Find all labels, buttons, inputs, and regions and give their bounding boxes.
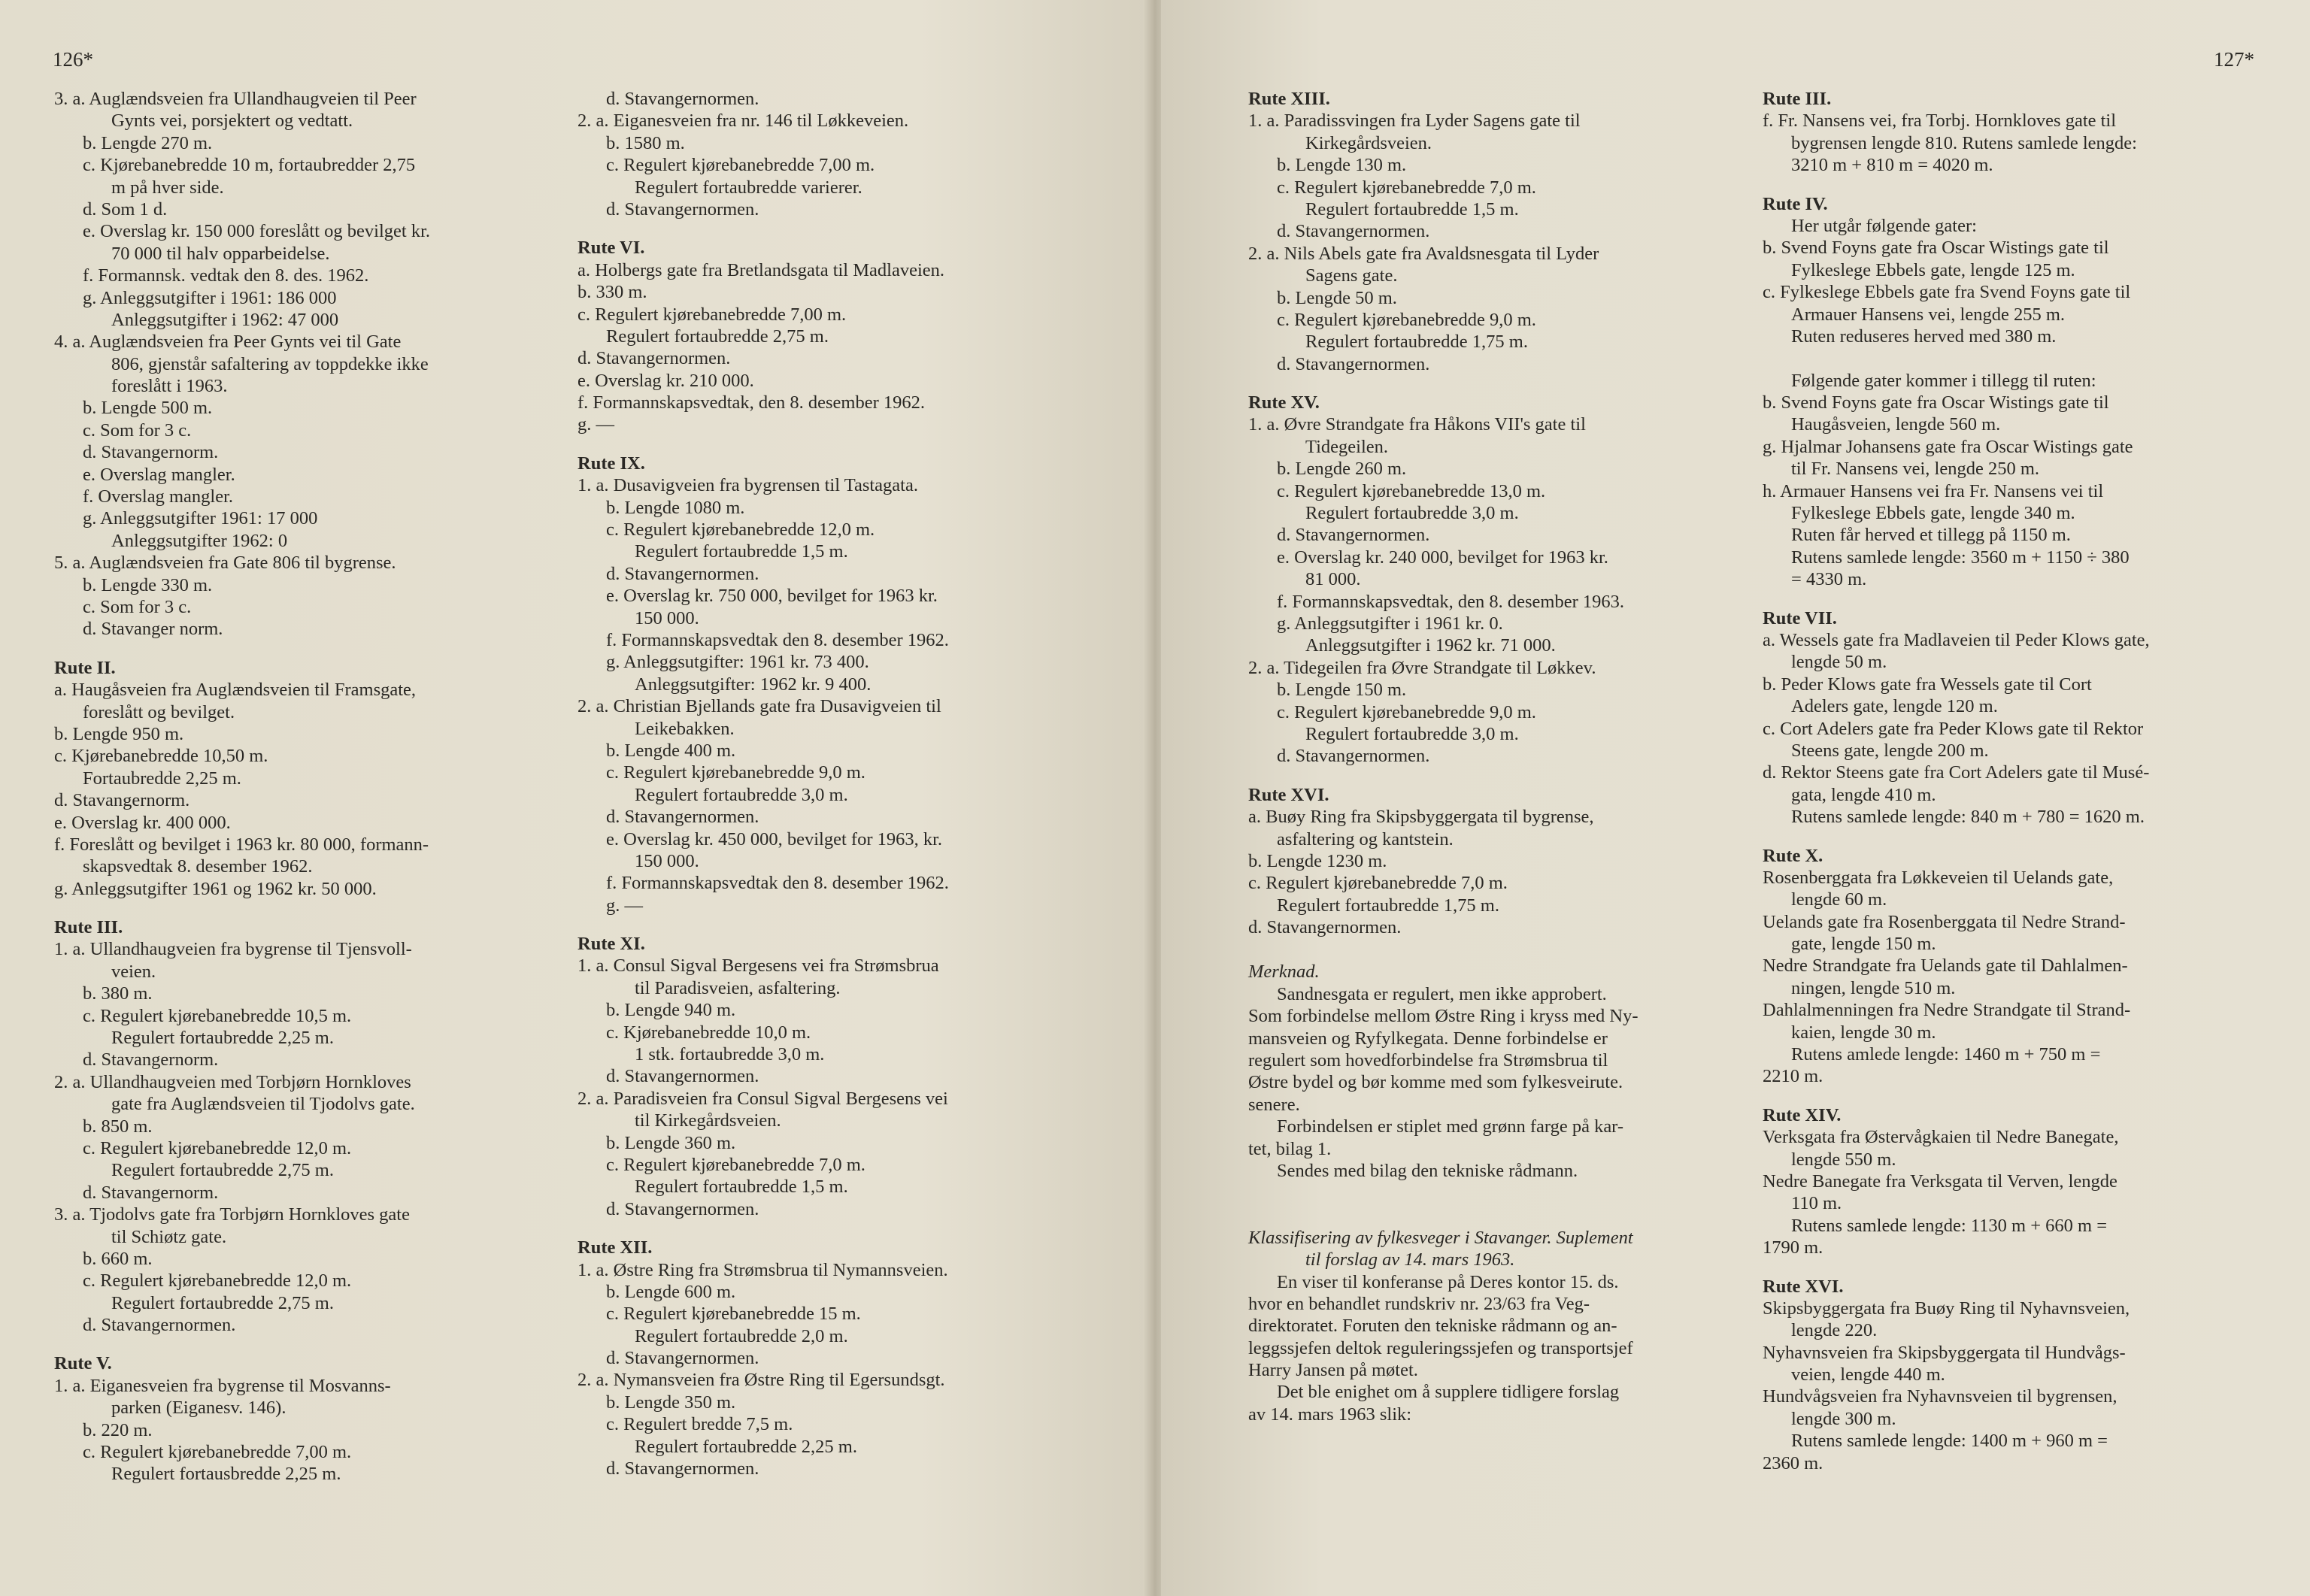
route-heading: Rute XVI. — [1248, 784, 1329, 805]
text-line: c. Regulert kjørebanebredde 9,0 m. — [1277, 309, 1536, 330]
text-line: foreslått i 1963. — [111, 376, 228, 397]
route-heading: Rute VI. — [578, 238, 645, 259]
text-line: b. Lengde 950 m. — [54, 723, 184, 744]
text-line: 1. a. Ullandhaugveien fra bygrense til Tjensvoll- — [54, 939, 412, 960]
text-line: Regulert fortaubredde 2,25 m. — [635, 1436, 857, 1457]
text-line: b. Svend Foyns gate fra Oscar Wistings gate til — [1763, 238, 2109, 259]
text-line: Østre bydel og bør komme med som fylkesveirute. — [1248, 1072, 1623, 1093]
text-line: hvor en behandlet rundskriv nr. 23/63 fra Veg- — [1248, 1293, 1590, 1314]
text-line: b. Lengde 600 m. — [606, 1281, 736, 1302]
route-heading: Rute II. — [54, 657, 116, 678]
text-line: c. Regulert kjørebanebredde 12,0 m. — [83, 1270, 352, 1292]
text-line: d. Stavangernormen. — [606, 1066, 759, 1087]
text-line: b. Lengde 150 m. — [1277, 680, 1407, 701]
text-line: g. — — [606, 895, 643, 916]
right-column-1 — [1248, 88, 1745, 1425]
text-line: c. Regulert kjørebanebredde 7,0 m. — [1248, 873, 1508, 894]
text-line: b. Lengde 50 m. — [1277, 287, 1397, 308]
text-line: Rutens samlede lengde: 1400 m + 960 m = — [1791, 1431, 2108, 1452]
text-line: 150 000. — [635, 607, 699, 628]
text-line: h. Armauer Hansens vei fra Fr. Nansens vei til — [1763, 480, 2104, 501]
route-heading: Rute X. — [1763, 845, 1823, 866]
text-line: c. Kjørebanebredde 10,0 m. — [606, 1022, 811, 1043]
text-line: Rosenberggata fra Løkkeveien til Uelands gate, — [1763, 867, 2114, 888]
text-line: Rutens amlede lengde: 1460 m + 750 m = — [1791, 1044, 2101, 1065]
text-line: regulert som hovedforbindelse fra Strømsbrua til — [1248, 1050, 1608, 1071]
text-line: d. Stavangernormen. — [606, 1458, 759, 1479]
text-line: f. Fr. Nansens vei, fra Torbj. Hornkloves gate til — [1763, 111, 2117, 132]
text-line: b. Lengde 360 m. — [606, 1132, 736, 1153]
text-line: foreslått og bevilget. — [83, 701, 235, 722]
text-line: f. Formannskapsvedtak, den 8. desember 1963. — [1277, 591, 1624, 612]
text-line: 110 m. — [1791, 1193, 1842, 1214]
text-line: a. Buøy Ring fra Skipsbyggergata til bygrense, — [1248, 807, 1594, 828]
text-line: Regulert fortaubredde 1,75 m. — [1277, 895, 1499, 916]
route-heading: Rute XII. — [578, 1237, 653, 1258]
text-line: d. Stavanger norm. — [83, 619, 223, 640]
route-heading: Rute XIV. — [1763, 1104, 1842, 1125]
text-line: d. Stavangernormen. — [578, 348, 731, 369]
text-line: 81 000. — [1305, 569, 1361, 590]
text-line: Armauer Hansens vei, lengde 255 m. — [1791, 304, 2065, 325]
text-line: 3210 m + 810 m = 4020 m. — [1791, 155, 1993, 176]
text-line: 1. a. Dusavigveien fra bygrensen til Tastagata. — [578, 475, 918, 496]
text-line: g. Anleggsutgifter i 1961: 186 000 — [83, 287, 337, 308]
text-line: veien, lengde 440 m. — [1791, 1364, 1945, 1386]
text-line: av 14. mars 1963 slik: — [1248, 1404, 1412, 1425]
text-line: d. Som 1 d. — [83, 198, 168, 220]
text-line: 2. a. Ullandhaugveien med Torbjørn Hornkloves — [54, 1071, 411, 1092]
text-line: f. Formannskapsvedtak den 8. desember 1962. — [606, 629, 949, 650]
text-line: b. 660 m. — [83, 1248, 153, 1269]
text-line: d. Stavangernorm. — [83, 1182, 219, 1203]
text-line: til Paradisveien, asfaltering. — [635, 977, 841, 998]
text-line: c. Regulert kjørebanebredde 9,0 m. — [606, 762, 865, 783]
text-line: b. Lengde 1080 m. — [606, 497, 745, 518]
text-line: Regulert fortaubredde 1,5 m. — [635, 1177, 848, 1198]
text-line: 2. a. Paradisveien fra Consul Sigval Bergesens vei — [578, 1088, 948, 1109]
text-line: Hundvågsveien fra Nyhavnsveien til bygrensen, — [1763, 1386, 2118, 1407]
text-line: Følgende gater kommer i tillegg til ruten: — [1791, 370, 2096, 391]
text-line: Forbindelsen er stiplet med grønn farge på kar- — [1277, 1116, 1624, 1137]
text-line: Regulert fortaubredde 2,75 m. — [111, 1292, 334, 1313]
text-line: a. Haugåsveien fra Auglændsveien til Framsgate, — [54, 680, 417, 701]
text-line: lengde 550 m. — [1791, 1149, 1896, 1170]
text-line: Ruten reduseres herved med 380 m. — [1791, 326, 2057, 347]
text-line: til Schiøtz gate. — [111, 1226, 227, 1247]
text-line: e. Overslag kr. 240 000, bevilget for 1963 kr. — [1277, 547, 1608, 568]
text-line: c. Regulert kjørebanebredde 9,0 m. — [1277, 701, 1536, 722]
text-line: d. Stavangernormen. — [1277, 221, 1430, 242]
text-line: f. Formannskapsvedtak, den 8. desember 1962. — [578, 392, 925, 413]
text-line: d. Stavangernormen. — [606, 1198, 759, 1219]
text-line: Regulert fortaubredde 1,75 m. — [1305, 332, 1528, 353]
text-line: b. 220 m. — [83, 1419, 153, 1440]
text-line: d. Stavangernormen. — [606, 89, 759, 109]
text-line: e. Overslag kr. 150 000 foreslått og bevilget kr. — [83, 221, 430, 242]
page-number: 126* — [53, 48, 93, 71]
route-heading: Rute VII. — [1763, 607, 1837, 628]
text-line: Regulert fortaubredde 3,0 m. — [635, 784, 848, 805]
text-line: b. 850 m. — [83, 1116, 153, 1137]
text-line: d. Rektor Steens gate fra Cort Adelers gate til Musé- — [1763, 762, 2150, 783]
text-line: Her utgår følgende gater: — [1791, 215, 1977, 236]
text-line: Anleggsutgifter i 1962: 47 000 — [111, 309, 339, 330]
text-line: c. Regulert kjørebanebredde 7,00 m. — [578, 304, 847, 325]
text-line: mansveien og Ryfylkegata. Denne forbindelse er — [1248, 1028, 1608, 1049]
text-line: b. Lengde 270 m. — [83, 132, 213, 153]
text-line: 1. a. Consul Sigval Bergesens vei fra Strømsbrua — [578, 955, 939, 977]
text-line: d. Stavangernormen. — [1277, 746, 1430, 767]
text-line: Leikebakken. — [635, 718, 735, 739]
text-line: c. Regulert bredde 7,5 m. — [606, 1414, 793, 1435]
text-line: 2. a. Tidegeilen fra Øvre Strandgate til Løkkev. — [1248, 657, 1596, 678]
text-line: Regulert fortaubredde 2,25 m. — [111, 1028, 334, 1049]
text-line: Verksgata fra Østervågkaien til Nedre Banegate, — [1763, 1127, 2119, 1148]
text-line: Gynts vei, porsjektert og vedtatt. — [111, 111, 353, 132]
page-number: 127* — [2214, 48, 2254, 71]
text-line: = 4330 m. — [1791, 569, 1867, 590]
text-line: e. Overslag kr. 450 000, bevilget for 1963, kr. — [606, 828, 943, 849]
text-line: lengde 50 m. — [1791, 652, 1887, 673]
text-line: b. Lengde 500 m. — [83, 398, 213, 419]
text-line: Steens gate, lengde 200 m. — [1791, 740, 1989, 761]
text-line: Merknad. — [1248, 962, 1320, 983]
text-line: d. Stavangernormen. — [83, 1315, 236, 1336]
text-line: 3. a. Tjodolvs gate fra Torbjørn Hornkloves gate — [54, 1204, 410, 1225]
text-line: parken (Eiganesv. 146). — [111, 1398, 286, 1419]
route-heading: Rute III. — [54, 917, 123, 938]
text-line: Sandnesgata er regulert, men ikke approbert. — [1277, 983, 1607, 1004]
text-line: bygrensen lengde 810. Rutens samlede lengde: — [1791, 132, 2137, 153]
text-line: d. Stavangernormen. — [1277, 353, 1430, 374]
text-line: til Fr. Nansens vei, lengde 250 m. — [1791, 459, 2040, 480]
text-line: f. Overslag mangler. — [83, 486, 234, 507]
text-line: b. Lengde 1230 m. — [1248, 850, 1387, 871]
text-line: 2. a. Nils Abels gate fra Avaldsnesgata til Lyder — [1248, 243, 1599, 264]
text-line: 1. a. Eiganesveien fra bygrense til Mosvanns- — [54, 1375, 391, 1396]
text-line: c. Kjørebanebredde 10,50 m. — [54, 746, 268, 767]
text-line: gate fra Auglændsveien til Tjodolvs gate. — [111, 1094, 415, 1115]
text-line: c. Regulert kjørebanebredde 10,5 m. — [83, 1005, 352, 1026]
text-line: c. Regulert kjørebanebredde 7,0 m. — [606, 1154, 865, 1175]
text-line: Uelands gate fra Rosenberggata til Nedre Strand- — [1763, 911, 2126, 932]
text-line: b. Lengde 130 m. — [1277, 155, 1407, 176]
text-line: b. Lengde 400 m. — [606, 740, 736, 761]
text-line: c. Regulert kjørebanebredde 7,00 m. — [83, 1442, 352, 1463]
text-line: e. Overslag kr. 750 000, bevilget for 1963 kr. — [606, 586, 938, 607]
text-line: lengde 300 m. — [1791, 1408, 1896, 1429]
text-line: b. Svend Foyns gate fra Oscar Wistings gate til — [1763, 392, 2109, 413]
text-line: kaien, lengde 30 m. — [1791, 1022, 1936, 1043]
text-line: lengde 60 m. — [1791, 889, 1887, 910]
text-line: e. Overslag mangler. — [83, 464, 235, 485]
text-line: 1790 m. — [1763, 1237, 1823, 1258]
text-line: g. Anleggsutgifter: 1961 kr. 73 400. — [606, 652, 869, 673]
left-page — [0, 0, 1149, 1596]
text-line: Rutens samlede lengde: 1130 m + 660 m = — [1791, 1215, 2108, 1236]
text-line: til Kirkegårdsveien. — [635, 1110, 781, 1131]
text-line: b. Lengde 260 m. — [1277, 459, 1407, 480]
text-line: f. Foreslått og bevilget i 1963 kr. 80 000, formann- — [54, 834, 429, 855]
text-line: asfaltering og kantstein. — [1277, 828, 1454, 849]
text-line: Tidegeilen. — [1305, 436, 1389, 457]
route-heading: Rute XV. — [1248, 392, 1320, 413]
text-line: Regulert fortaubredde 1,5 m. — [635, 541, 848, 562]
text-line: 2360 m. — [1763, 1452, 1823, 1473]
text-line: c. Som for 3 c. — [83, 596, 192, 617]
text-line: Anleggsutgifter 1962: 0 — [111, 530, 288, 551]
text-line: Det ble enighet om å supplere tidligere forslag — [1277, 1382, 1620, 1403]
left-column-2 — [578, 88, 1074, 1479]
text-line: 4. a. Auglændsveien fra Peer Gynts vei til Gate — [54, 332, 402, 353]
text-line: Nedre Banegate fra Verksgata til Verven, lengde — [1763, 1171, 2118, 1192]
text-line: Fylkeslege Ebbels gate, lengde 340 m. — [1791, 503, 2075, 524]
text-line: c. Cort Adelers gate fra Peder Klows gate til Rektor — [1763, 718, 2144, 739]
text-line: Sendes med bilag den tekniske rådmann. — [1277, 1160, 1578, 1181]
text-line: Rutens samlede lengde: 840 m + 780 = 1620 m. — [1791, 807, 2145, 828]
text-line: b. 380 m. — [83, 983, 153, 1004]
text-line: d. Stavangernormen. — [606, 198, 759, 220]
text-line: b. Lengde 940 m. — [606, 1000, 736, 1021]
text-line: Regulert fortaubredde 3,0 m. — [1305, 723, 1519, 744]
right-column-2 — [1763, 88, 2259, 1474]
text-line: skapsvedtak 8. desember 1962. — [83, 856, 313, 877]
text-line: 3. a. Auglændsveien fra Ullandhaugveien til Peer — [54, 89, 417, 109]
left-column-1 — [54, 88, 550, 1485]
text-line: 2210 m. — [1763, 1066, 1823, 1087]
text-line: Rutens samlede lengde: 3560 m + 1150 ÷ 380 — [1791, 547, 2130, 568]
text-line: senere. — [1248, 1094, 1300, 1115]
text-line: e. Overslag kr. 400 000. — [54, 812, 231, 833]
text-line: 2. a. Eiganesveien fra nr. 146 til Løkkeveien. — [578, 111, 909, 132]
text-line: g. Anleggsutgifter i 1961 kr. 0. — [1277, 613, 1503, 634]
text-line: Harry Jansen på møtet. — [1248, 1360, 1418, 1381]
route-heading: Rute IV. — [1763, 193, 1828, 214]
text-line: c. Som for 3 c. — [83, 419, 192, 441]
route-heading: Rute V. — [54, 1353, 112, 1374]
route-heading: Rute XIII. — [1248, 89, 1330, 109]
text-line: d. Stavangernormen. — [606, 807, 759, 828]
text-line: f. Formannskapsvedtak den 8. desember 1962. — [606, 873, 949, 894]
text-line: Anleggsutgifter: 1962 kr. 9 400. — [635, 674, 872, 695]
text-line: 2. a. Christian Bjellands gate fra Dusavigveien til — [578, 696, 941, 717]
text-line: c. Regulert kjørebanebredde 15 m. — [606, 1304, 861, 1325]
text-line: veien. — [111, 961, 156, 982]
text-line: c. Regulert kjørebanebredde 7,0 m. — [1277, 177, 1536, 198]
text-line: e. Overslag kr. 210 000. — [578, 370, 754, 391]
text-line: g. — — [578, 414, 614, 435]
text-line: 70 000 til halv opparbeidelse. — [111, 243, 330, 264]
text-line: til forslag av 14. mars 1963. — [1305, 1249, 1515, 1270]
text-line: 1. a. Østre Ring fra Strømsbrua til Nymannsveien. — [578, 1259, 948, 1280]
text-line: g. Hjalmar Johansens gate fra Oscar Wistings gate — [1763, 436, 2133, 457]
text-line: d. Stavangernormen. — [1248, 917, 1402, 938]
route-heading: Rute XVI. — [1763, 1276, 1844, 1297]
text-line: 1. a. Paradissvingen fra Lyder Sagens gate til — [1248, 111, 1581, 132]
text-line: 1. a. Øvre Strandgate fra Håkons VII's gate til — [1248, 414, 1586, 435]
text-line — [1763, 347, 2259, 369]
text-line: Klassifisering av fylkesveger i Stavanger. Suplement — [1248, 1227, 1633, 1248]
text-line: direktoratet. Foruten den tekniske rådmann og an- — [1248, 1316, 1617, 1337]
text-line: c. Regulert kjørebanebredde 12,0 m. — [83, 1137, 352, 1158]
text-line: b. 1580 m. — [606, 132, 685, 153]
text-line: gata, lengde 410 m. — [1791, 784, 1936, 805]
text-line: Regulert fortaubredde 2,75 m. — [606, 326, 829, 347]
text-line: c. Regulert kjørebanebredde 7,00 m. — [606, 155, 875, 176]
text-line: tet, bilag 1. — [1248, 1138, 1332, 1159]
text-line: Skipsbyggergata fra Buøy Ring til Nyhavnsveien, — [1763, 1298, 2130, 1319]
text-line: d. Stavangernormen. — [606, 563, 759, 584]
text-line: a. Holbergs gate fra Bretlandsgata til Madlaveien. — [578, 259, 945, 280]
text-line: g. Anleggsutgifter 1961 og 1962 kr. 50 000. — [54, 878, 377, 899]
text-line: f. Formannsk. vedtak den 8. des. 1962. — [83, 265, 369, 286]
text-line: d. Stavangernorm. — [83, 1049, 219, 1071]
text-line: Fylkeslege Ebbels gate, lengde 125 m. — [1791, 259, 2075, 280]
text-line: Fortaubredde 2,25 m. — [83, 768, 241, 789]
text-line: Regulert fortaubredde 3,0 m. — [1305, 503, 1519, 524]
text-line: b. 330 m. — [578, 282, 647, 303]
route-heading: Rute III. — [1763, 89, 1832, 109]
text-line: m på hver side. — [111, 177, 224, 198]
text-line: Nedre Strandgate fra Uelands gate til Dahlalmen- — [1763, 955, 2128, 977]
text-line: Som forbindelse mellom Østre Ring i kryss med Ny- — [1248, 1006, 1639, 1027]
text-line: 150 000. — [635, 850, 699, 871]
text-line: d. Stavangernormen. — [606, 1348, 759, 1369]
text-line: Dahlalmenningen fra Nedre Strandgate til Strand- — [1763, 1000, 2131, 1021]
text-line: 5. a. Auglændsveien fra Gate 806 til bygrense. — [54, 553, 396, 574]
text-line: lengde 220. — [1791, 1320, 1878, 1341]
text-line: a. Wessels gate fra Madlaveien til Peder Klows gate, — [1763, 629, 2150, 650]
text-line: d. Stavangernormen. — [1277, 525, 1430, 546]
text-line: c. Fylkeslege Ebbels gate fra Svend Foyns gate til — [1763, 282, 2131, 303]
text-line: Kirkegårdsveien. — [1305, 132, 1432, 153]
text-line: c. Regulert kjørebanebredde 13,0 m. — [1277, 480, 1546, 501]
text-line: d. Stavangernorm. — [54, 790, 190, 811]
text-line: 2. a. Nymansveien fra Østre Ring til Egersundsgt. — [578, 1370, 945, 1391]
text-line: b. Lengde 350 m. — [606, 1392, 736, 1413]
text-line: En viser til konferanse på Deres kontor 15. ds. — [1277, 1271, 1619, 1292]
text-line: Regulert fortausbredde 2,25 m. — [111, 1464, 341, 1485]
text-line: Ruten får herved et tillegg på 1150 m. — [1791, 525, 2071, 546]
text-line: 806, gjenstår safaltering av toppdekke ikke — [111, 353, 429, 374]
text-line: Regulert fortaubredde 2,0 m. — [635, 1325, 848, 1346]
right-page — [1161, 0, 2310, 1596]
text-line: Regulert fortaubredde 2,75 m. — [111, 1160, 334, 1181]
text-line — [1248, 1182, 1745, 1204]
text-line: leggssjefen deltok reguleringssjefen og transportsjef — [1248, 1337, 1633, 1358]
text-line: d. Stavangernorm. — [83, 442, 219, 463]
text-line: ningen, lengde 510 m. — [1791, 977, 1956, 998]
text-line: c. Regulert kjørebanebredde 12,0 m. — [606, 519, 875, 541]
text-line: gate, lengde 150 m. — [1791, 934, 1936, 955]
text-line: c. Kjørebanebredde 10 m, fortaubredder 2,75 — [83, 155, 416, 176]
text-line: Sagens gate. — [1305, 265, 1398, 286]
route-heading: Rute XI. — [578, 934, 645, 955]
text-line: 1 stk. fortaubredde 3,0 m. — [635, 1044, 825, 1065]
text-line: Regulert fortaubredde 1,5 m. — [1305, 198, 1519, 220]
text-line: Nyhavnsveien fra Skipsbyggergata til Hundvågs- — [1763, 1342, 2126, 1363]
text-line: Regulert fortaubredde varierer. — [635, 177, 862, 198]
text-line: Haugåsveien, lengde 560 m. — [1791, 414, 2001, 435]
text-line: g. Anleggsutgifter 1961: 17 000 — [83, 508, 318, 529]
text-line: b. Lengde 330 m. — [83, 574, 213, 595]
text-line: Adelers gate, lengde 120 m. — [1791, 696, 1998, 717]
text-line: b. Peder Klows gate fra Wessels gate til Cort — [1763, 674, 2092, 695]
route-heading: Rute IX. — [578, 453, 645, 474]
text-line: Anleggsutgifter i 1962 kr. 71 000. — [1305, 635, 1556, 656]
